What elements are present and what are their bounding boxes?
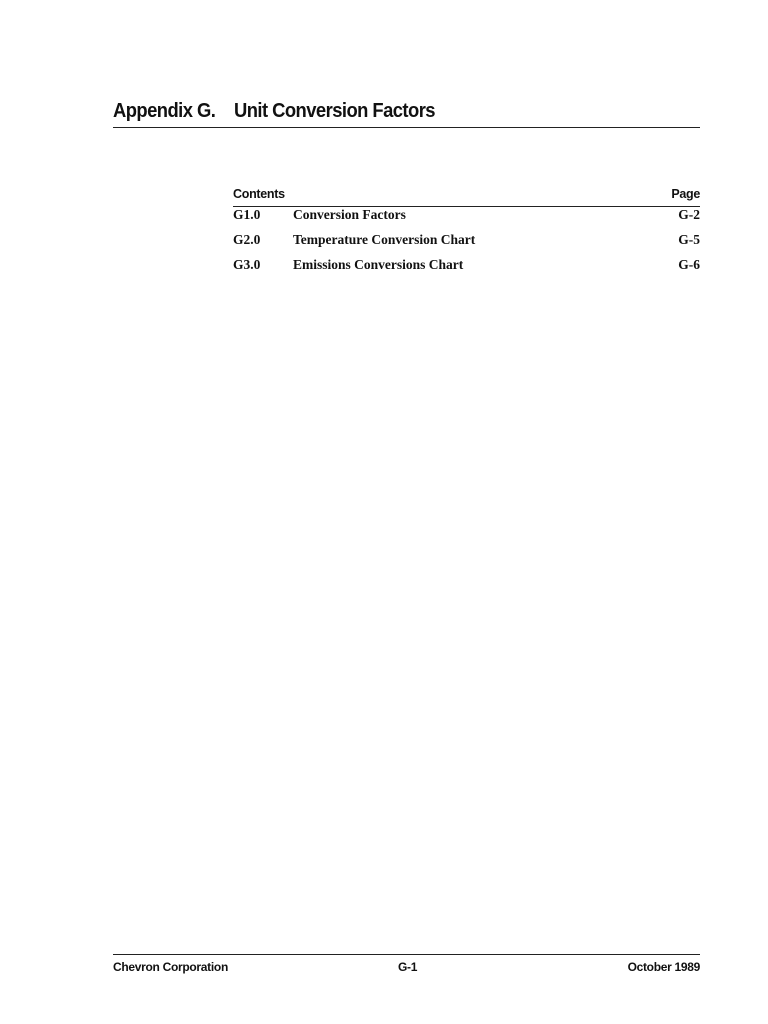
toc-entry-page: G-2 bbox=[678, 207, 700, 222]
toc-entry-page: G-5 bbox=[678, 232, 700, 247]
toc-entry bbox=[233, 232, 700, 257]
toc-entry-number: G1.0 bbox=[233, 207, 261, 222]
toc-entry bbox=[233, 257, 700, 282]
footer-company: Chevron Corporation bbox=[113, 960, 228, 974]
footer-date: October 1989 bbox=[627, 960, 700, 974]
toc-entry-page: G-6 bbox=[678, 257, 700, 272]
toc-entry-number: G3.0 bbox=[233, 257, 261, 272]
page-column-heading: Page bbox=[671, 187, 700, 201]
page-title: Unit Conversion Factors bbox=[234, 100, 435, 122]
table-of-contents bbox=[233, 186, 700, 282]
toc-entry-number: G2.0 bbox=[233, 232, 261, 247]
page-header bbox=[113, 98, 700, 128]
toc-header-row bbox=[233, 186, 700, 207]
toc-entry-title: Conversion Factors bbox=[293, 207, 406, 222]
page-footer bbox=[113, 954, 700, 979]
toc-entry bbox=[233, 207, 700, 232]
contents-column-heading: Contents bbox=[233, 187, 285, 201]
appendix-label: Appendix G. bbox=[113, 100, 216, 122]
footer-page-number: G-1 bbox=[398, 960, 418, 974]
toc-entry-title: Emissions Conversions Chart bbox=[293, 257, 464, 272]
toc-entry-title: Temperature Conversion Chart bbox=[293, 232, 476, 247]
